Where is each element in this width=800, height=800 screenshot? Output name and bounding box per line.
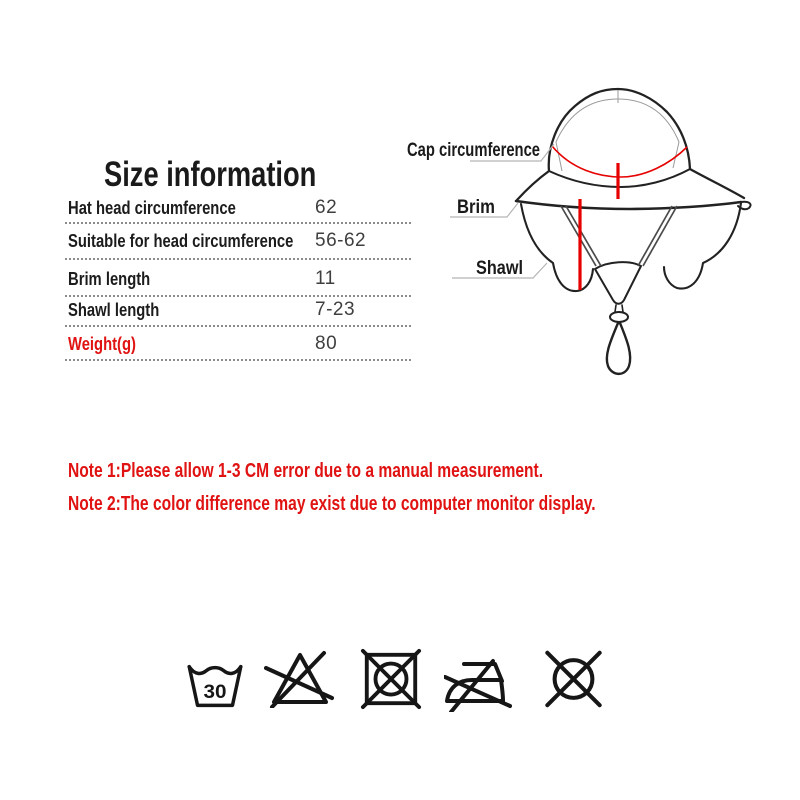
chin-strap-cord xyxy=(615,305,623,312)
row-label: Suitable for head circumference xyxy=(68,230,294,251)
row-label: Weight(g) xyxy=(68,333,136,354)
row-value: 56-62 xyxy=(315,230,367,251)
row-label: Brim length xyxy=(68,268,151,289)
note-2: Note 2:The color difference may exist due to computer monitor display. xyxy=(68,493,596,515)
hat-brim-bottom-edge xyxy=(516,201,741,209)
cap-circumference-label: Cap circumference xyxy=(407,140,540,161)
hat-crown xyxy=(517,89,744,200)
row-label: Shawl length xyxy=(68,299,160,320)
do-not-dry-clean-icon xyxy=(539,648,608,710)
table-row xyxy=(65,197,411,224)
shawl-label: Shawl xyxy=(476,258,523,279)
brim-label: Brim xyxy=(457,197,495,218)
row-value: 7-23 xyxy=(315,299,356,320)
hat-outline xyxy=(516,89,751,374)
chin-strap-knot xyxy=(595,262,641,304)
row-value: 62 xyxy=(315,197,338,218)
wash-temperature: 30 xyxy=(203,681,227,703)
table-row xyxy=(65,230,411,260)
page-title: Size information xyxy=(104,155,317,195)
hat-diagram xyxy=(395,78,765,390)
row-label: Hat head circumference xyxy=(68,197,236,218)
table-row xyxy=(65,268,411,297)
hat-shawl-right xyxy=(664,203,741,289)
table-row-weight xyxy=(65,333,411,361)
note-1: Note 1:Please allow 1-3 CM error due to a manual measurement. xyxy=(68,460,544,482)
do-not-bleach-icon xyxy=(264,650,336,708)
hat-crown-seams xyxy=(556,89,679,171)
row-value: 80 xyxy=(315,333,338,354)
machine-wash-30-icon xyxy=(184,663,246,709)
cord-loop xyxy=(607,323,630,374)
cord-lock-toggle xyxy=(610,312,628,322)
do-not-tumble-dry-icon xyxy=(359,648,423,710)
row-value: 11 xyxy=(315,268,336,289)
do-not-iron-icon xyxy=(444,656,518,712)
table-row xyxy=(65,299,411,327)
